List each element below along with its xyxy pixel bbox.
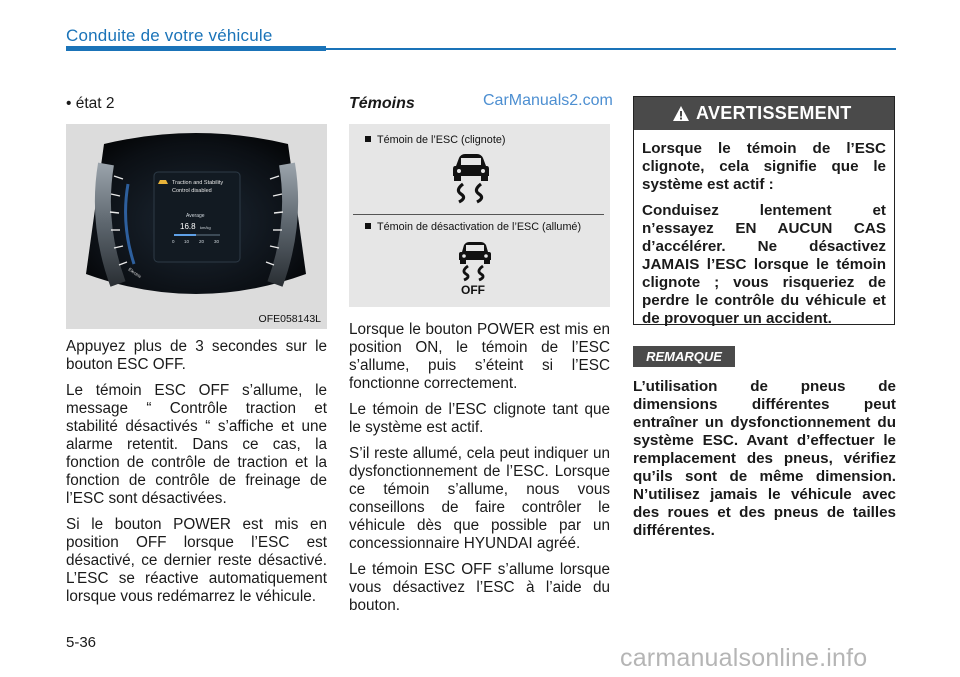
warning-paragraph: Lorsque le témoin de l’ESC clignote, cela signifie que le système est actif : — [642, 140, 886, 193]
paragraph: Lorsque le bouton POWER est mis en position ON, le témoin de l’ESC s’allume, puis s’éteint si l’ESC fonctionne correctement. — [349, 321, 610, 392]
average-unit: km/kg — [200, 225, 211, 230]
scale-30: 30 — [214, 239, 220, 244]
column-1-text — [66, 338, 327, 614]
indicator-label-1: Témoin de l’ESC (clignote) — [365, 134, 505, 146]
average-value: 16.8 — [180, 222, 196, 231]
paragraph: S’il reste allumé, cela peut indiquer un dysfonctionnement de l’ESC. Lorsque ce témoin s’allume, nous vous conseillons de faire contrôler le véhicule dès que possible par un concessionnaire HYUNDAI agréé. — [349, 445, 610, 552]
scale-20: 20 — [199, 239, 205, 244]
scale-0: 0 — [172, 239, 175, 244]
paragraph: Si le bouton POWER est mis en position OFF lorsque l’ESC est désactivé, ce dernier reste désactivé. L’ESC se réactive automatiquement lorsque vous redémarrez le véhicule. — [66, 516, 327, 605]
figure-divider — [353, 214, 604, 215]
column-2-text — [349, 321, 610, 623]
footer-watermark: carmanualsonline.info — [620, 644, 868, 672]
indicator-label-2: Témoin de désactivation de l’ESC (allumé) — [365, 221, 581, 233]
scale-10: 10 — [184, 239, 190, 244]
state-bullet: • état 2 — [66, 95, 115, 112]
side-label: Electric — [127, 266, 143, 280]
screen-line-1: Traction and Stability — [172, 180, 224, 186]
header-rule-thin — [326, 48, 896, 50]
indicators-heading: Témoins — [349, 95, 415, 112]
note-badge: REMARQUE — [633, 346, 735, 367]
indicator-figure — [349, 124, 610, 307]
paragraph: Le témoin de l’ESC clignote tant que le système est actif. — [349, 401, 610, 436]
paragraph: Le témoin ESC OFF s’allume lorsque vous désactivez l’ESC à l’aide du bouton. — [349, 561, 610, 614]
bullet-square-icon — [365, 136, 371, 142]
header-rule-thick — [66, 46, 326, 51]
page-number: 5-36 — [66, 634, 97, 651]
note-text: L’utilisation de pneus de dimensions différentes peut entraîner un dysfonctionnement du système ESC. Avant d’effectuer le remplacement des pneus, vérifiez qu’ils sont de même dimension. N’utilisez jamais le véhicule avec des roues et des pneus de tailles différentes. — [633, 378, 896, 539]
warning-header — [634, 97, 894, 130]
section-title: Conduite de votre véhicule — [66, 26, 273, 45]
site-watermark: CarManuals2.com — [483, 92, 613, 109]
paragraph: Le témoin ESC OFF s’allume, le message “ Contrôle traction et stabilité désactivés “ s’affiche et une alarme retentit. Dans ce cas, la fonction de contrôle de traction et la fonction de contrôle de freinage de l’ESC sont désactivées. — [66, 382, 327, 507]
paragraph: Appuyez plus de 3 secondes sur le bouton ESC OFF. — [66, 338, 327, 373]
figure-caption: OFE058143L — [258, 313, 321, 325]
warning-title: AVERTISSEMENT — [696, 103, 852, 123]
warning-box — [633, 96, 895, 325]
warning-body — [642, 140, 886, 336]
warning-triangle-icon — [672, 105, 690, 122]
screen-line-2: Control disabled — [172, 188, 212, 194]
off-label: OFF — [461, 283, 485, 297]
warning-paragraph: Conduisez lentement et n’essayez EN AUCUN CAS d’accélérer. Ne désactivez JAMAIS l’ESC lorsque le témoin clignote ; vous risqueriez de perdre le contrôle du véhicule et de provoquer un accident. — [642, 202, 886, 327]
esc-off-icon — [455, 240, 495, 298]
bullet-square-icon — [365, 223, 371, 229]
cluster-figure — [66, 124, 327, 329]
instrument-cluster-illustration — [66, 124, 327, 329]
average-label: Average — [186, 213, 205, 219]
esc-warning-icon — [449, 152, 493, 204]
